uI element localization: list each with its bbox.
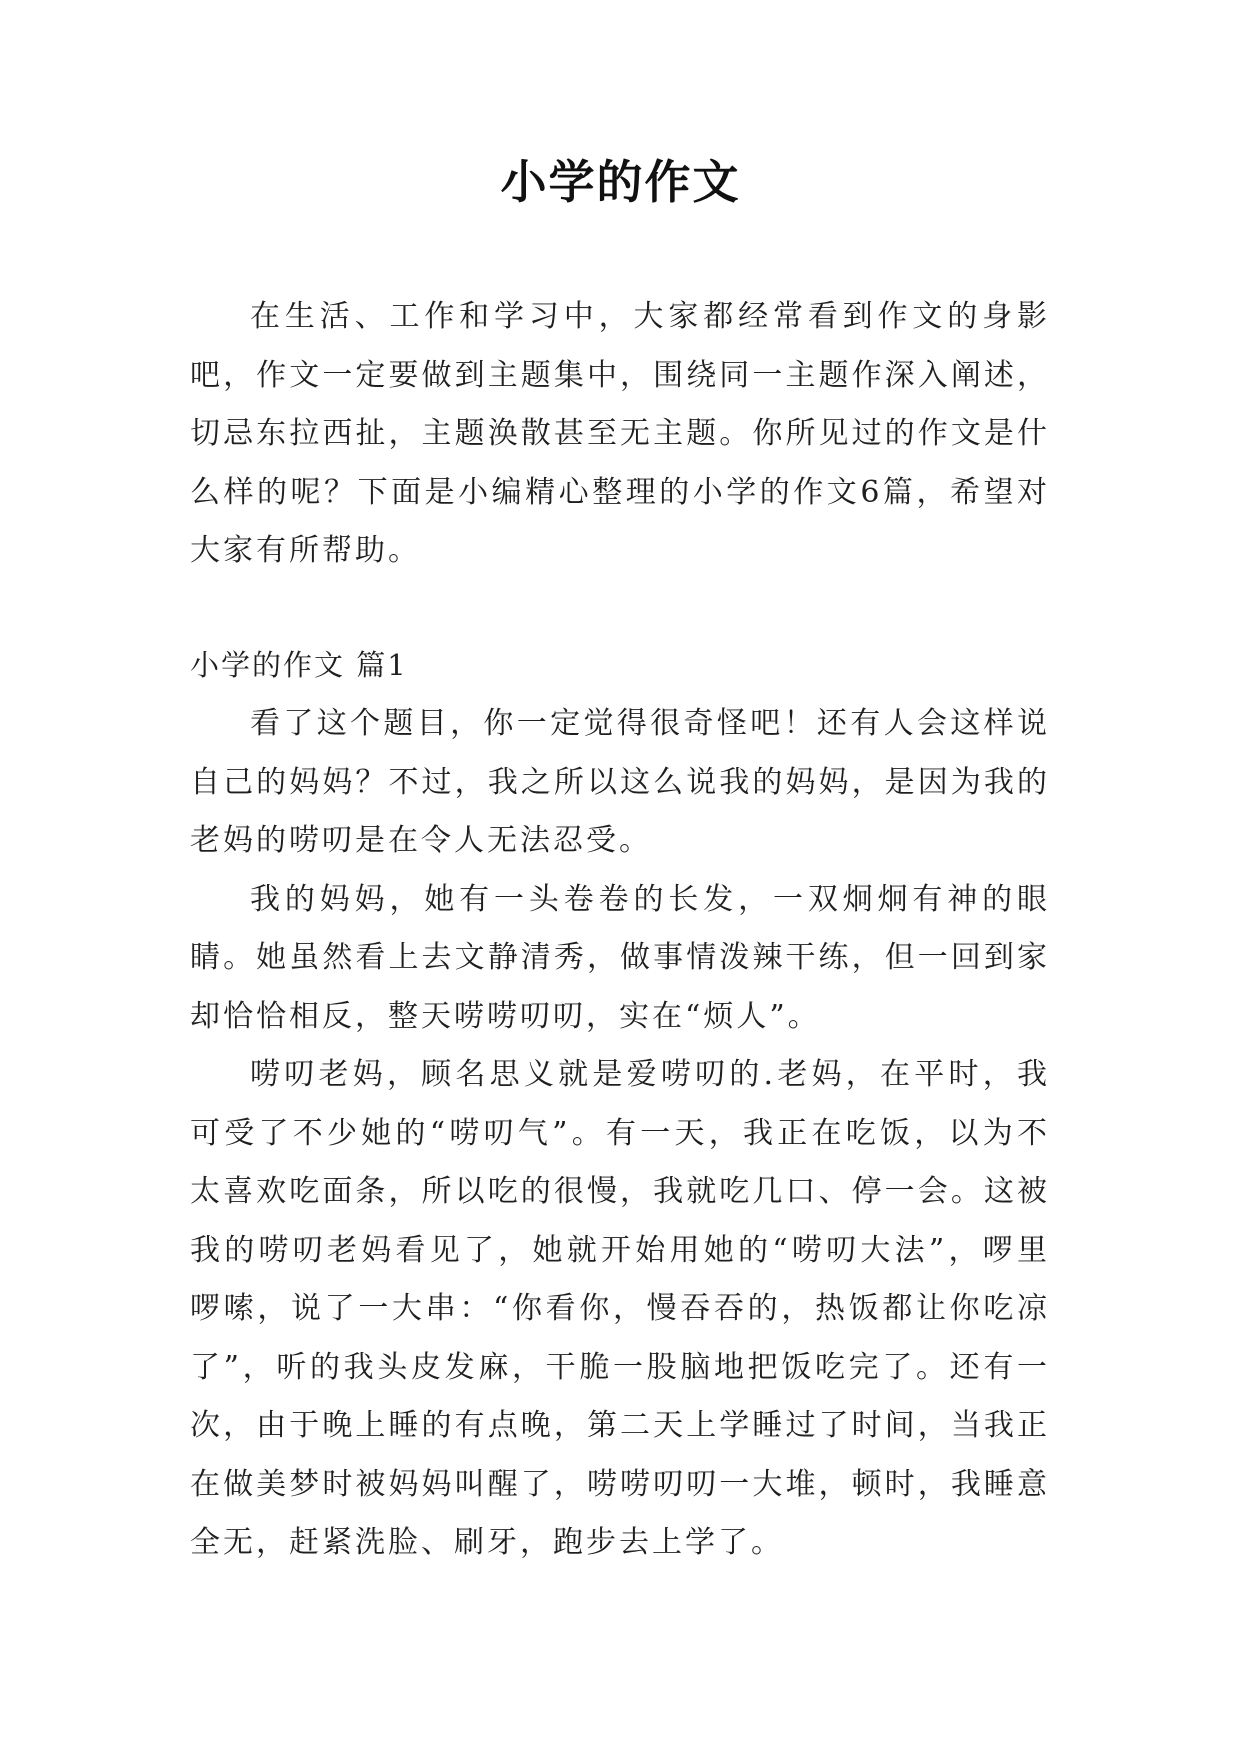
intro-paragraph	[190, 288, 1050, 581]
essay-paragraph: 我的妈妈，她有一头卷卷的长发，一双炯炯有神的眼睛。她虽然看上去文静清秀，做事情泼辣干练，但一回到家却恰恰相反，整天唠唠叨叨，实在“烦人”。	[190, 881, 1050, 1034]
essay-paragraph: 唠叨老妈，顾名思义就是爱唠叨的.老妈，在平时，我可受了不少她的“唠叨气”。有一天，我正在吃饭，以为不太喜欢吃面条，所以吃的很慢，我就吃几口、停一会。这被我的唠叨老妈看见了，她就开始用她的“唠叨大法”，啰里啰嗦，说了一大串：“你看你，慢吞吞的，热饭都让你吃凉了”，听的我头皮发麻，干脆一股脑地把饭吃完了。还有一次，由于晚上睡的有点晚，第二天上学睡过了时间，当我正在做美梦时被妈妈叫醒了，唠唠叨叨一大堆，顿时，我睡意全无，赶紧洗脸、刷牙，跑步去上学了。	[190, 1057, 1050, 1560]
section-heading: 小学的作文 篇1	[190, 648, 408, 682]
intro-text: 在生活、工作和学习中，大家都经常看到作文的身影吧，作文一定要做到主题集中，围绕同一主题作深入阐述，切忌东拉西扯，主题涣散甚至无主题。你所见过的作文是什么样的呢？下面是小编精心整理的小学的作文6篇，希望对大家有所帮助。	[190, 299, 1050, 568]
document-title: 小学的作文	[500, 155, 741, 209]
essay-body	[190, 695, 1050, 1573]
essay-paragraph: 看了这个题目，你一定觉得很奇怪吧！还有人会这样说自己的妈妈？不过，我之所以这么说我的妈妈，是因为我的老妈的唠叨是在令人无法忍受。	[190, 706, 1050, 858]
